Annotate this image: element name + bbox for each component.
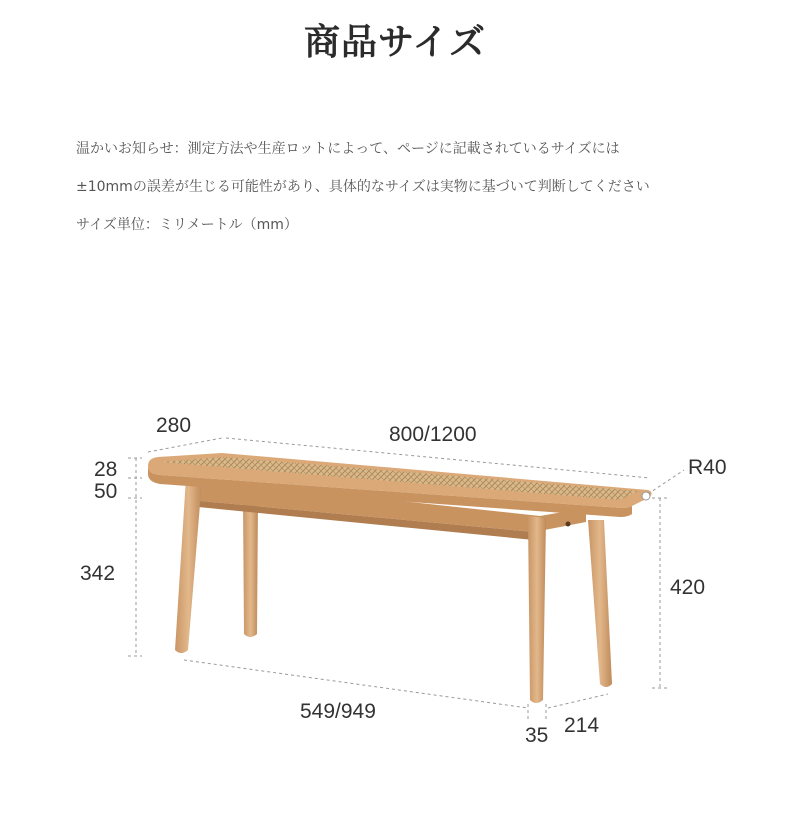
dim-top-thickness-label: 28 bbox=[94, 458, 118, 481]
dim-depth-label: 280 bbox=[156, 414, 192, 437]
dim-leg-height-label: 342 bbox=[80, 562, 116, 585]
notice-line-3: サイズ単位：ミリメートル（mm） bbox=[76, 217, 298, 233]
dim-radius-label: R40 bbox=[688, 456, 727, 479]
radius-marker bbox=[642, 492, 650, 500]
dim-leg-span-label: 549/949 bbox=[300, 700, 376, 723]
dim-leg-diameter-label: 35 bbox=[525, 724, 549, 747]
front-leg-right bbox=[528, 516, 546, 703]
dim-length-label: 800/1200 bbox=[389, 423, 477, 446]
back-leg-right bbox=[588, 520, 612, 687]
notice-line-1: 温かいお知らせ：測定方法や生産ロットによって、ページに記載されているサイズには bbox=[76, 141, 620, 157]
dim-total-height-label: 420 bbox=[670, 576, 706, 599]
back-leg-left bbox=[243, 498, 258, 637]
dim-leg-depth-label: 214 bbox=[564, 714, 600, 737]
notice-line-2: ±10mmの誤差が生じる可能性があり、具体的なサイズは実物に基づいて判断してください bbox=[76, 179, 650, 195]
page-title: 商品サイズ bbox=[303, 22, 487, 63]
front-leg-left bbox=[175, 478, 202, 653]
dim-apron-label: 50 bbox=[94, 480, 118, 503]
